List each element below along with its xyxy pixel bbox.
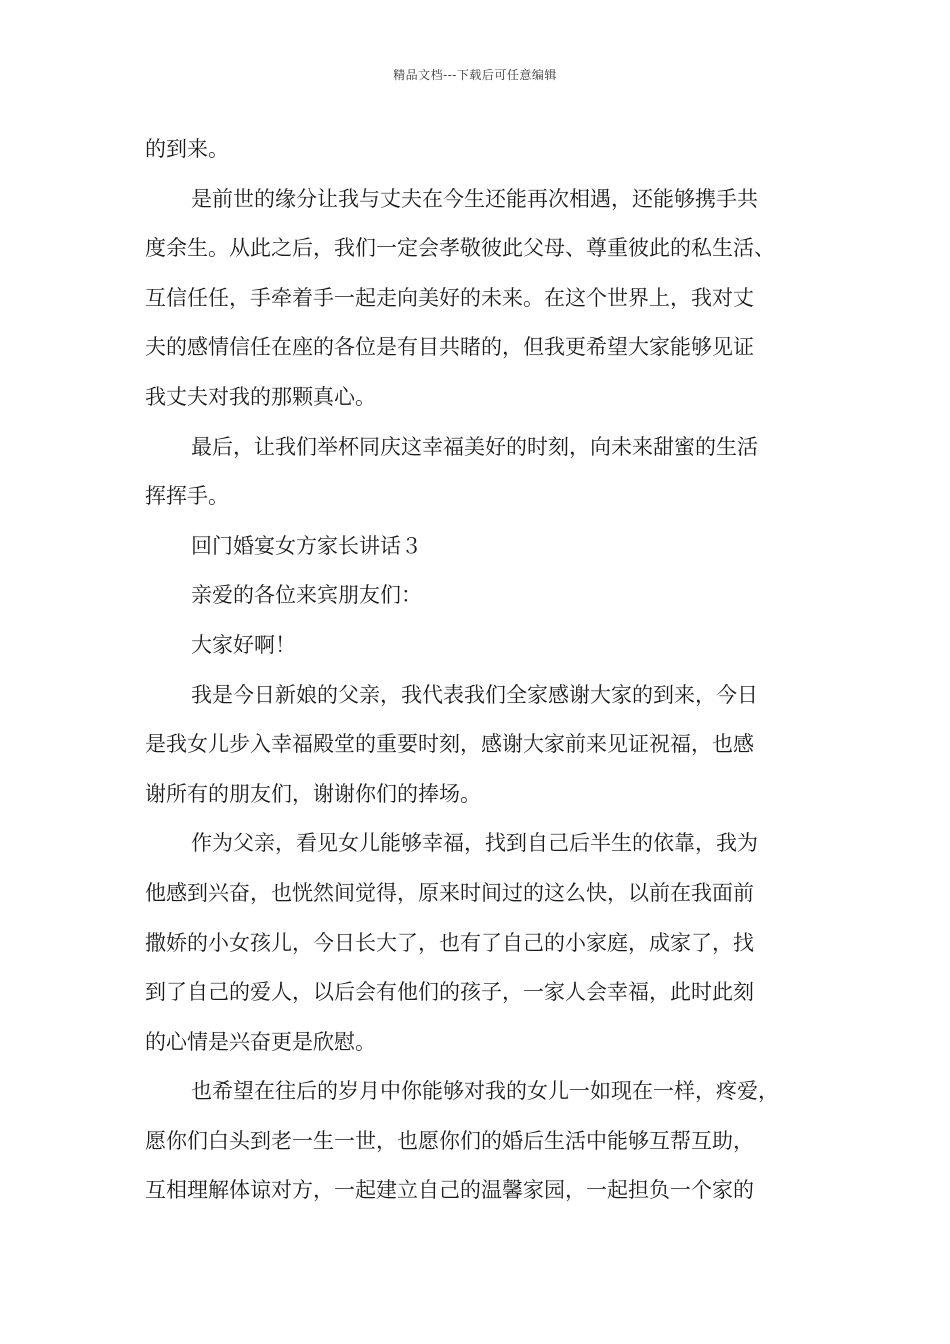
page-header: 精品文档---下载后可任意编辑 bbox=[393, 68, 557, 82]
salutation: 亲爱的各位来宾朋友们： bbox=[191, 583, 422, 608]
document-body bbox=[145, 125, 825, 1216]
text-line: 到了自己的爱人，以后会有他们的孩子，一家人会幸福，此时此刻 bbox=[145, 980, 754, 1005]
text-line: 愿你们白头到老一生一世，也愿你们的婚后生活中能够互帮互助， bbox=[145, 1128, 754, 1153]
text-line: 我丈夫对我的那颗真心。 bbox=[145, 384, 376, 409]
text-line: 度余生。从此之后，我们一定会孝敬彼此父母、尊重彼此的私生活、 bbox=[145, 236, 775, 261]
text-line: 我是今日新娘的父亲，我代表我们全家感谢大家的到来，今日 bbox=[191, 682, 758, 707]
text-line: 夫的感情信任在座的各位是有目共睹的，但我更希望大家能够见证 bbox=[145, 335, 754, 360]
section-title: 回门婚宴女方家长讲话３ bbox=[191, 533, 422, 558]
text-line: 是前世的缘分让我与丈夫在今生还能再次相遇，还能够携手共 bbox=[191, 186, 758, 211]
text-line: 互信任任，手牵着手一起走向美好的未来。在这个世界上，我对丈 bbox=[145, 285, 754, 310]
text-line: 撒娇的小女孩儿，今日长大了，也有了自己的小家庭，成家了，找 bbox=[145, 930, 754, 955]
text-line: 最后，让我们举杯同庆这幸福美好的时刻，向未来甜蜜的生活 bbox=[191, 434, 758, 459]
text-line: 的到来。 bbox=[145, 137, 229, 161]
text-line: 他感到兴奋，也恍然间觉得，原来时间过的这么快，以前在我面前 bbox=[145, 880, 754, 905]
text-line: 作为父亲，看见女儿能够幸福，找到自己后半生的依靠，我为 bbox=[191, 831, 758, 856]
text-line: 的心情是兴奋更是欣慰。 bbox=[145, 1029, 376, 1054]
text-line: 谢所有的朋友们，谢谢你们的捧场。 bbox=[145, 781, 481, 806]
text-line: 是我女儿步入幸福殿堂的重要时刻，感谢大家前来见证祝福，也感 bbox=[145, 732, 754, 757]
text-line: 挥挥手。 bbox=[145, 484, 229, 509]
text-line: 也希望在往后的岁月中你能够对我的女儿一如现在一样，疼爱， bbox=[191, 1079, 779, 1104]
text-line: 互相理解体谅对方，一起建立自己的温馨家园，一起担负一个家的 bbox=[145, 1178, 754, 1203]
greeting: 大家好啊！ bbox=[191, 632, 296, 657]
